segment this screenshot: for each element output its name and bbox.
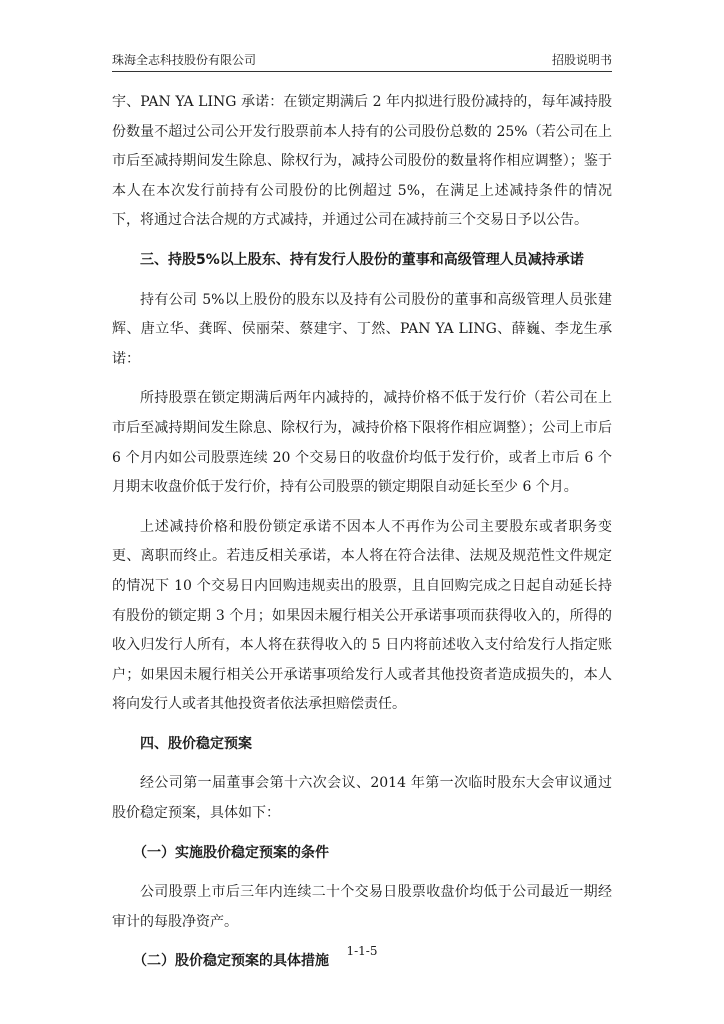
document-body: [112, 88, 612, 977]
paragraph-lockup-commitment: 宇、PAN YA LING 承诺：在锁定期满后 2 年内拟进行股份减持的，每年减持股份数量不超过公司公开发行股票前本人持有的公司股份总数的 25%（若公司在上市后至减持期间发生除息、除权行为，减持公司股份的数量将作相应调整）；鉴于本人在本次发行前持有公司股份的比例超过 5%，在满足上述减持条件的情况下，将通过合法合规的方式减持，并通过公司在减持前三个交易日予以公告。: [112, 94, 612, 229]
page-number: 1-1-5: [346, 944, 378, 958]
paragraph-commitment-liability: 上述减持价格和股份锁定承诺不因本人不再作为公司主要股东或者职务变更、离职而终止。若违反相关承诺，本人将在符合法律、法规及规范性文件规定的情况下 10 个交易日内回购违规卖出的股票，且自回购完成之日起自动延长持有股份的锁定期 3 个月；如果因未履行相关公开承诺事项而获得收入的，所得的收入归发行人所有，本人将在获得收入的 5 日内将前述收入支付给发行人指定账户；如果因未履行相关公开承诺事项给发行人或者其他投资者造成损失的，本人将向发行人或者其他投资者依法承担赔偿责任。: [112, 518, 612, 713]
paragraph-reduction-price: 所持股票在锁定期满后两年内减持的，减持价格不低于发行价（若公司在上市后至减持期间发生除息、除权行为，减持价格下限将作相应调整）；公司上市后 6 个月内如公司股票连续 20 个交易日的收盘价均低于发行价，或者上市后 6 个月期末收盘价低于发行价，持有公司股票的锁定期限自动延长至少 6 个月。: [112, 390, 612, 496]
header-company-name: 珠海全志科技股份有限公司: [112, 53, 257, 67]
section-heading-3: 三、持股5%以上股东、持有发行人股份的董事和高级管理人员减持承诺: [140, 251, 584, 268]
section-heading-4: 四、股价稳定预案: [140, 735, 252, 752]
paragraph-conditions: 公司股票上市后三年内连续二十个交易日股票收盘价均低于公司最近一期经审计的每股净资产。: [112, 884, 612, 930]
header-document-type: 招股说明书: [551, 53, 612, 67]
paragraph-stabilization-plan: 经公司第一届董事会第十六次会议、2014 年第一次临时股东大会审议通过股价稳定预案，具体如下：: [112, 775, 612, 822]
page-header: [112, 50, 612, 72]
subsection-heading-1: （一）实施股价稳定预案的条件: [133, 844, 329, 861]
subsection-heading-2: （二）股价稳定预案的具体措施: [133, 953, 329, 970]
paragraph-shareholders: 持有公司 5%以上股份的股东以及持有公司股份的董事和高级管理人员张建辉、唐立华、龚晖、侯丽荣、蔡建宇、丁然、PAN YA LING、薛巍、李龙生承诺：: [112, 291, 612, 367]
